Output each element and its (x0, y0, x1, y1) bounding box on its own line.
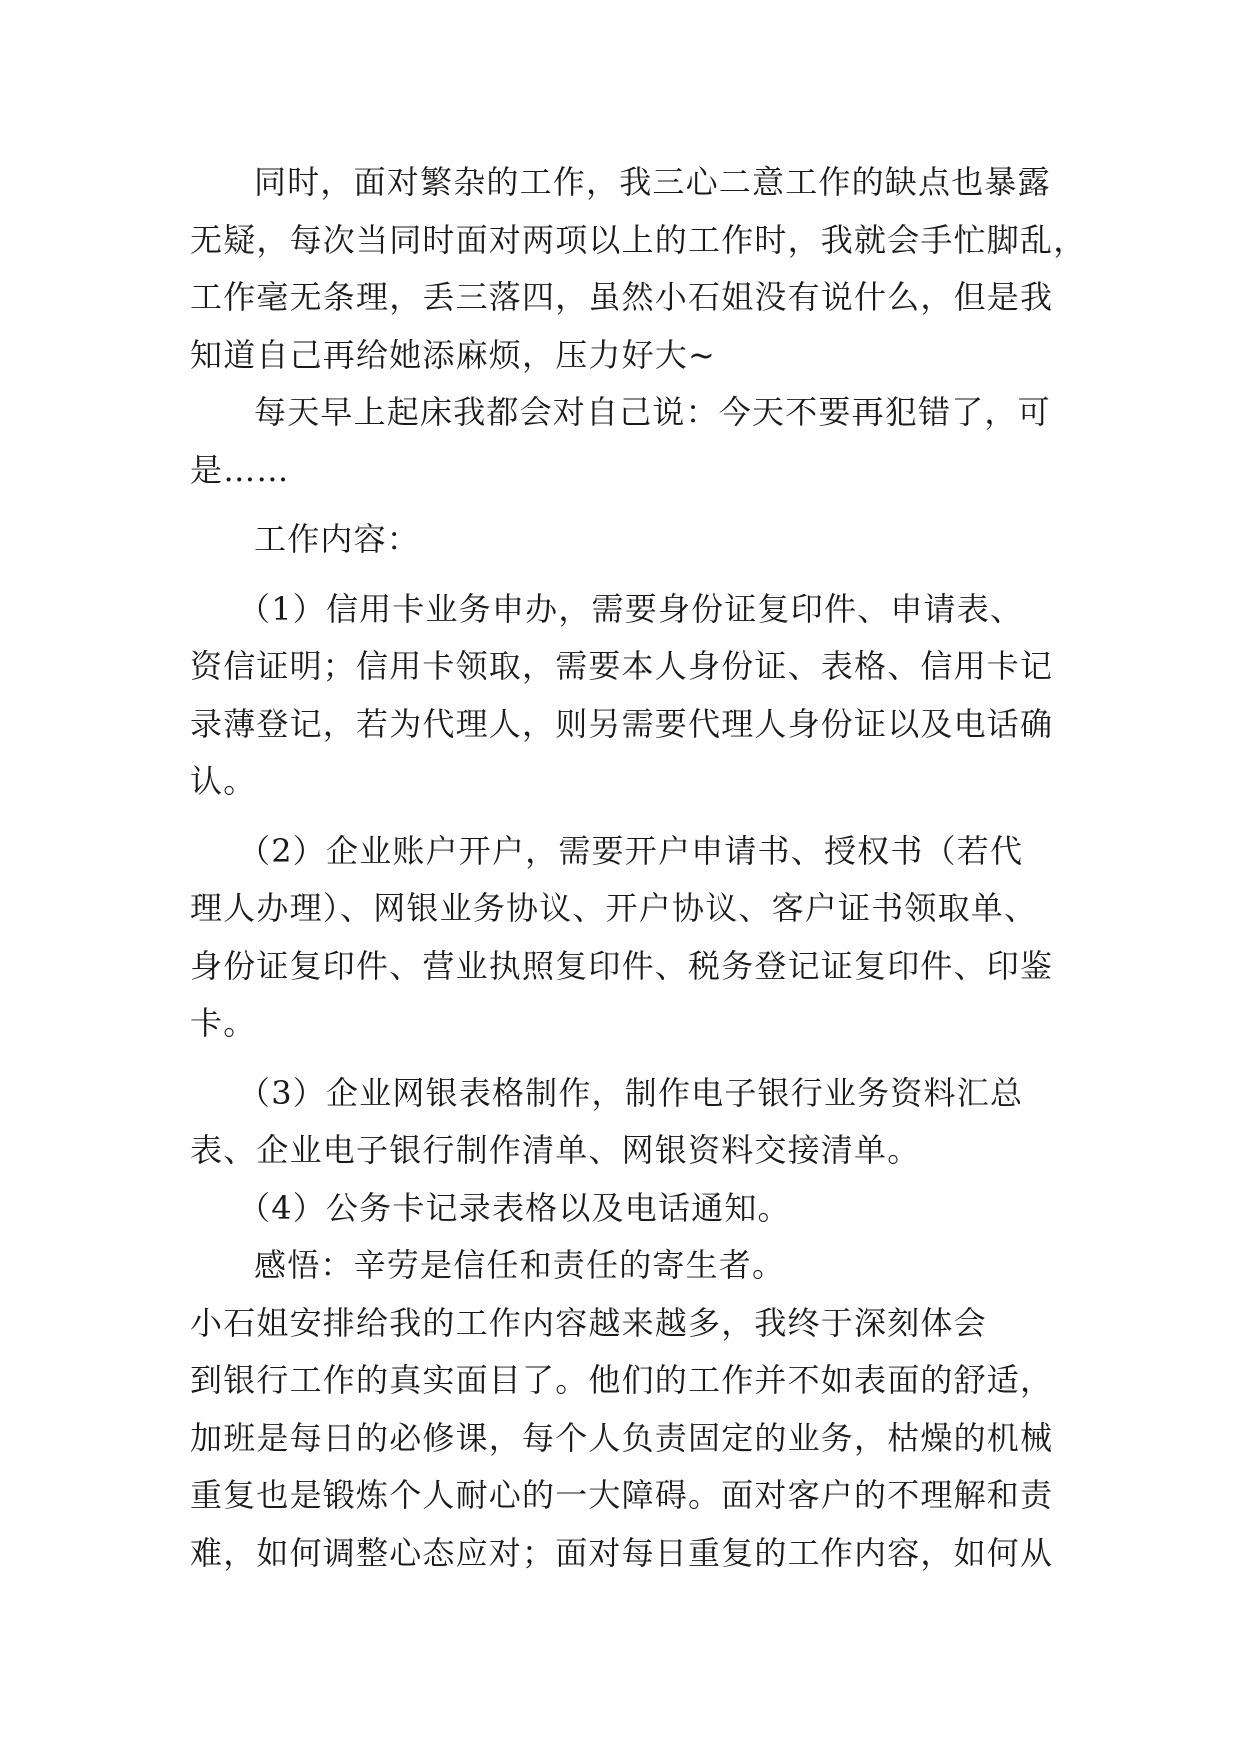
paragraph-2-line-1: 每天早上起床我都会对自己说：今天不要再犯错了，可 (254, 393, 1051, 431)
paragraph-1-line-1: 同时，面对繁杂的工作，我三心二意工作的缺点也暴露 (254, 163, 1051, 201)
paragraph-3-line-5: 难，如何调整心态应对；面对每日重复的工作内容，如何从 (190, 1533, 1054, 1572)
paragraph-3-line-3: 加班是每日的必修课，每个人负责固定的业务，枯燥的机械 (190, 1418, 1054, 1457)
reflection-heading: 感悟：辛劳是信任和责任的寄生者。 (254, 1246, 786, 1284)
item-3-line-1: （3）企业网银表格制作，制作电子银行业务资料汇总 (238, 1073, 1024, 1112)
paragraph-3-line-1: 小石姐安排给我的工作内容越来越多，我终于深刻体会 (190, 1303, 987, 1342)
paragraph-1-line-4: 知道自己再给她添麻烦，压力好大~ (190, 335, 717, 374)
paragraph-3-line-4: 重复也是锻炼个人耐心的一大障碍。面对客户的不理解和责 (190, 1476, 1054, 1514)
item-1-line-3: 录薄登记，若为代理人，则另需要代理人身份证以及电话确 (190, 704, 1054, 743)
item-3-line-2: 表、企业电子银行制作清单、网银资料交接清单。 (190, 1131, 921, 1169)
item-4-line-1: （4）公务卡记录表格以及电话通知。 (238, 1188, 791, 1227)
item-2-line-1: （2）企业账户开户，需要开户申请书、授权书（若代 (238, 831, 1024, 870)
item-2-line-3: 身份证复印件、营业执照复印件、税务登记证复印件、印鉴 (190, 946, 1054, 985)
paragraph-1-line-3: 工作毫无条理，丢三落四，虽然小石姐没有说什么，但是我 (190, 278, 1054, 316)
section-heading-work-content: 工作内容： (254, 520, 421, 558)
item-1-line-4: 认。 (190, 762, 257, 800)
paragraph-1-line-2: 无疑，每次当同时面对两项以上的工作时，我就会手忙脚乱， (190, 220, 1087, 259)
item-1-line-1: （1）信用卡业务申办，需要身份证复印件、申请表、 (238, 589, 1024, 628)
item-2-line-2: 理人办理）、网银业务协议、开户协议、客户证书领取单、 (190, 889, 1038, 927)
item-1-line-2: 资信证明；信用卡领取，需要本人身份证、表格、信用卡记 (190, 647, 1054, 685)
item-2-line-4: 卡。 (190, 1004, 257, 1042)
body-text (190, 154, 1087, 1582)
paragraph-3-line-2: 到银行工作的真实面目了。他们的工作并不如表面的舒适， (190, 1361, 1054, 1399)
paragraph-2-line-2: 是…… (190, 450, 290, 489)
